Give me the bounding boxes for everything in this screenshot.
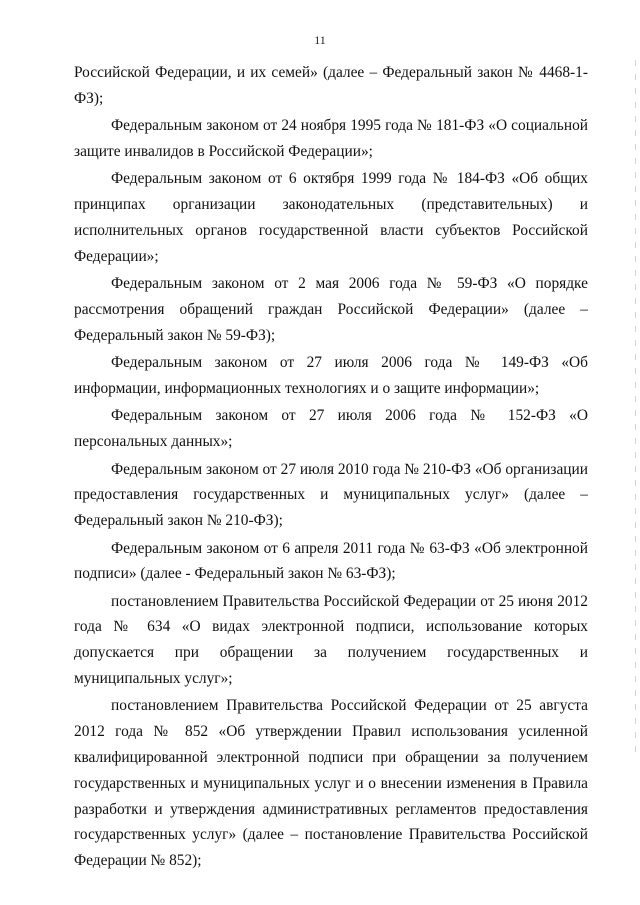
paragraph-fz-149: Федеральным законом от 27 июля 2006 года № 149-ФЗ «Об информации, информационных технологиях и о защите информации»; — [74, 354, 588, 397]
document-body — [74, 60, 588, 876]
paragraph-fz-181: Федеральным законом от 24 ноября 1995 года № 181-ФЗ «О социальной защите инвалидов в Российской Федерации»; — [74, 117, 588, 160]
paragraph-resolution-634: постановлением Правительства Российской Федерации от 25 июня 2012 года № 634 «О видах электронной подписи, использование которых допускается при обращении за получением государственных и муниципальных услуг»; — [74, 592, 588, 688]
paragraph-resolution-852: постановлением Правительства Российской Федерации от 25 августа 2012 года № 852 «Об утверждении Правил использования усиленной квалифицированной электронной подписи при обращении за получением государственных и муниципальных услуг и о внесении изменения в Правила разработки и утверждения административных регламентов предоставления государственных услуг» (далее – постановление Правительства Российской Федерации № 852); — [74, 697, 588, 870]
paragraph-fz-59: Федеральным законом от 2 мая 2006 года № 59-ФЗ «О порядке рассмотрения обращений граждан Российской Федерации» (далее – Федеральный закон № 59-ФЗ); — [74, 275, 588, 344]
scan-edge-artifact — [635, 60, 636, 760]
paragraph-fz-152: Федеральным законом от 27 июля 2006 года № 152-ФЗ «О персональных данных»; — [74, 407, 588, 451]
paragraph-fz-63: Федеральным законом от 6 апреля 2011 года № 63-ФЗ «Об электронной подписи» (далее - Федеральный закон № 63-ФЗ); — [74, 539, 588, 583]
paragraph-fz-210: Федеральным законом от 27 июля 2010 года № 210-ФЗ «Об организации предоставления государственных и муниципальных услуг» (далее – Федеральный закон № 210-ФЗ); — [74, 460, 588, 530]
paragraph-continuation: Российской Федерации, и их семей» (далее – Федеральный закон № 4468-1-ФЗ); — [74, 64, 588, 107]
paragraph-fz-184: Федеральным законом от 6 октября 1999 года № 184-ФЗ «Об общих принципах организации законодательных (представительных) и исполнительных органов государственной власти субъектов Российской Федерации»; — [74, 170, 588, 265]
page-number: 11 — [314, 33, 326, 47]
